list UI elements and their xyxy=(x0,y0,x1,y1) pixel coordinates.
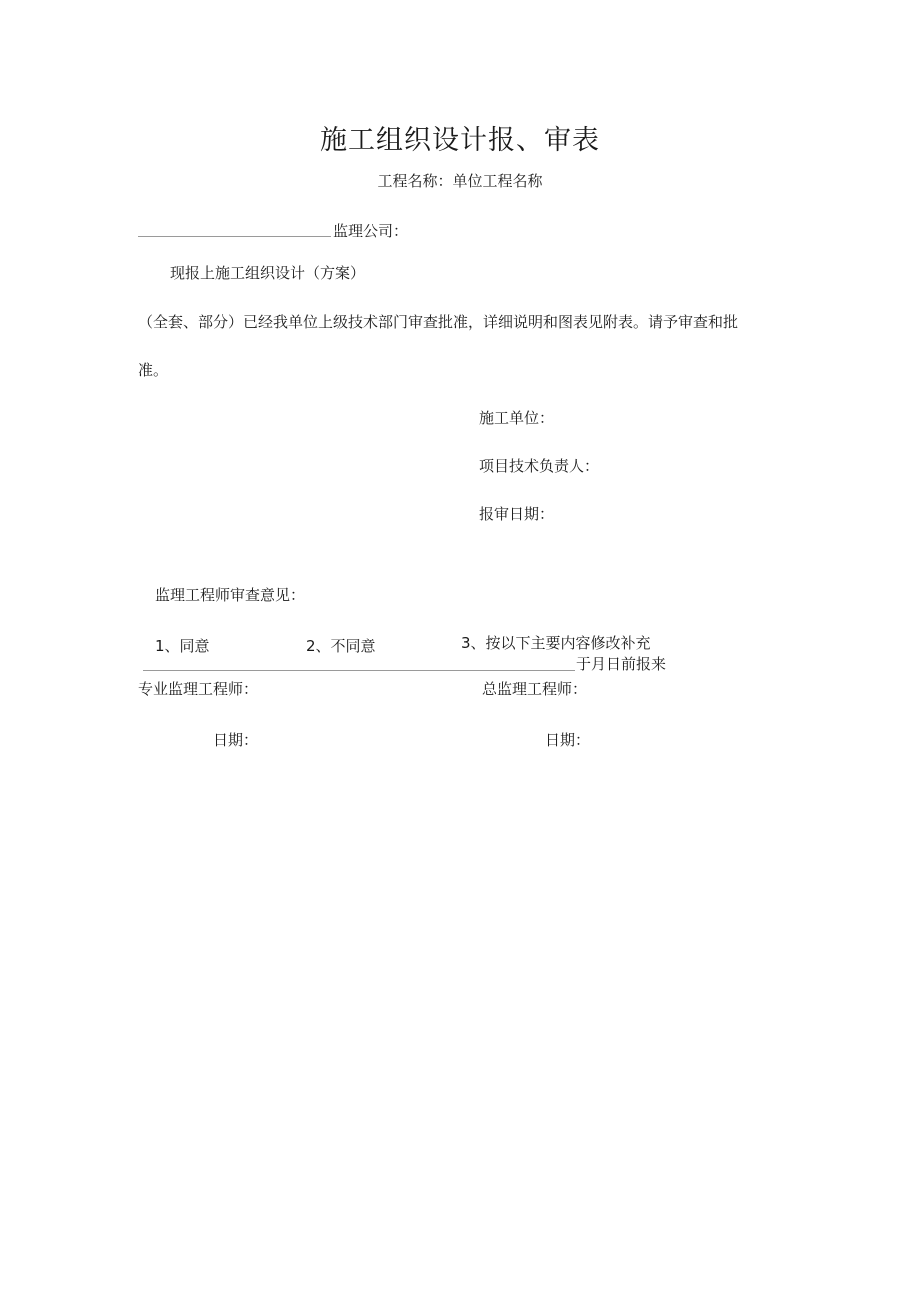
tech-lead-label: 项目技术负责人： xyxy=(479,457,600,475)
chief-date-label: 日期： xyxy=(545,731,591,749)
option-revise: 3、按以下主要内容修改补充 xyxy=(461,634,651,652)
revision-blank-line xyxy=(143,670,575,671)
submit-date-label: 报审日期： xyxy=(479,505,555,523)
page-title: 施工组织设计报、审表 xyxy=(320,125,600,156)
specialist-engineer-label: 专业监理工程师： xyxy=(138,680,259,698)
addressee-blank-line xyxy=(138,236,331,237)
review-heading: 监理工程师审查意见： xyxy=(155,586,306,604)
body-line-3: 准。 xyxy=(138,361,169,379)
option-disagree: 2、不同意 xyxy=(306,637,376,655)
project-name: 工程名称：单位工程名称 xyxy=(377,172,543,190)
option-agree: 1、同意 xyxy=(155,637,210,655)
deadline-text: 于月日前报来 xyxy=(576,655,667,673)
body-line-2: （全套、部分）已经我单位上级技术部门审查批准，详细说明和图表见附表。请予审查和批 xyxy=(138,313,739,331)
chief-engineer-label: 总监理工程师： xyxy=(482,680,588,698)
body-line-1: 现报上施工组织设计（方案） xyxy=(170,264,366,282)
contractor-unit-label: 施工单位： xyxy=(479,409,555,427)
specialist-date-label: 日期： xyxy=(213,731,259,749)
addressee-label: 监理公司： xyxy=(333,222,409,240)
